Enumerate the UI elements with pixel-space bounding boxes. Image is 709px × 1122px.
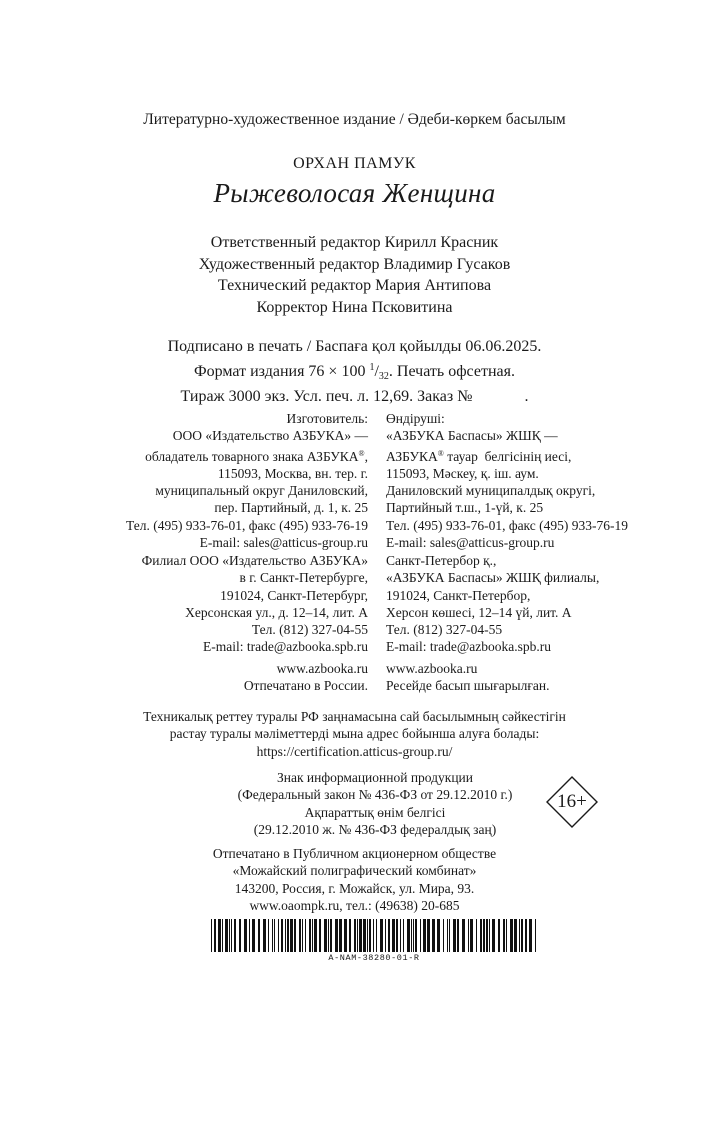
branch-kz-line: Херсон көшесі, 12–14 үй, лит. А [386, 604, 572, 620]
barcode-bar [535, 919, 536, 952]
manufacturer-ru-label: Изготовитель: [286, 411, 368, 426]
barcode-bar [492, 919, 495, 952]
manufacturer-kz-phone: Тел. (495) 933-76-01, факс (495) 933-76-19 [386, 517, 629, 533]
printed-in-ru: Отпечатано в России. [243, 678, 368, 694]
barcode-bar [244, 919, 247, 952]
barcode-bar [483, 919, 485, 952]
printer-line: Отпечатано в Публичном акционерном обществе [212, 846, 497, 861]
barcode-bar [349, 919, 351, 952]
barcode-bar [302, 919, 303, 952]
manufacturer-ru-line: 115093, Москва, вн. тер. г. [217, 465, 368, 481]
barcode-bar [413, 919, 414, 952]
manufacturer-kz-line [386, 445, 628, 465]
info-sign-line: Ақпараттық өнім белгісі [304, 804, 446, 820]
barcode-bar [299, 919, 301, 952]
info-product-sign [210, 769, 540, 838]
barcode-bar [222, 919, 223, 952]
barcode-code: A-NAM-38280-01-R [328, 953, 420, 963]
branch-kz-line: Санкт-Петербор қ., [386, 553, 497, 568]
barcode-bar [312, 919, 313, 952]
barcode-bar [519, 919, 520, 952]
manufacturer-kz [386, 410, 628, 551]
manufacturer-ru-line: пер. Партийный, д. 1, к. 25 [214, 500, 368, 516]
barcode-bar [249, 919, 250, 952]
branch-ru-line: Херсонская ул., д. 12–14, лит. А [185, 604, 368, 620]
barcode-bar [380, 919, 383, 952]
manufacturer-ru [126, 410, 368, 551]
barcode-bar [373, 919, 374, 952]
editorial-staff [0, 232, 709, 318]
barcode-bar [376, 919, 377, 952]
certification-line: Техникалық реттеу туралы РФ заңнамасына сай басылымның сәйкестігін [143, 709, 566, 724]
manufacturer-ru-text: , [364, 448, 368, 464]
registered-mark: ® [358, 448, 365, 458]
barcode-bar [369, 919, 371, 952]
barcode-bar [385, 919, 386, 952]
info-sign-line: (29.12.2010 ж. № 436-ФЗ федералдық заң) [253, 821, 497, 837]
barcode-bar [234, 919, 236, 952]
barcode-bar [396, 919, 398, 952]
barcode-bar [462, 919, 465, 952]
manufacturer-kz-line: Даниловский муниципалдық округі, [386, 483, 596, 499]
barcode-bar [506, 919, 507, 952]
barcode-bar [231, 919, 232, 952]
barcode-bar [411, 919, 412, 952]
printer-contacts: www.oaompk.ru, тел.: (49638) 20-685 [249, 897, 460, 913]
barcode-bar [211, 919, 212, 952]
manufacturer-kz-text: АЗБУКА [386, 448, 438, 464]
manufacturer-kz-line: 115093, Мәскеу, қ. іш. аум. [386, 465, 539, 481]
barcode-bar [415, 919, 417, 952]
author-name: ОРХАН ПАМУК [293, 155, 416, 172]
barcode-bar [309, 919, 311, 952]
barcode-bar [252, 919, 255, 952]
branch-kz-phone: Тел. (812) 327-04-55 [386, 622, 503, 638]
barcode-bar [263, 919, 266, 952]
signed-to-print: Подписано в печать / Баспаға қол қойылды 06.06.2025. [167, 338, 542, 355]
website-kz: www.azbooka.ru [386, 661, 478, 676]
printer-info [0, 845, 709, 914]
barcode-bar [239, 919, 241, 952]
barcode-bar [453, 919, 456, 952]
website-ru: www.azbooka.ru [276, 661, 368, 676]
barcode-bar [287, 919, 289, 952]
branch-ru-line: в г. Санкт-Петербурге, [239, 570, 368, 586]
branch-ru-line: Филиал ООО «Издательство АЗБУКА» [141, 553, 368, 568]
branch-kz-line: «АЗБУКА Баспасы» ЖШҚ филиалы, [386, 570, 600, 586]
barcode-bar [420, 919, 421, 952]
staff-art-editor: Художественный редактор Владимир Гусаков [198, 255, 511, 273]
barcode-bar [359, 919, 362, 952]
barcode-bar [503, 919, 505, 952]
barcode-bar [447, 919, 448, 952]
barcode-bar [363, 919, 366, 952]
barcode-bar [468, 919, 469, 952]
barcode-bar [281, 919, 283, 952]
branch-ru [142, 552, 368, 656]
barcode-bar [400, 919, 401, 952]
barcode-bar [529, 919, 532, 952]
manufacturer-kz-line: «АЗБУКА Баспасы» ЖШҚ — [386, 428, 558, 444]
manufacturer-ru-line: ООО «Издательство АЗБУКА» — [172, 428, 368, 444]
printed-in-kz: Ресейде басып шығарылған. [386, 678, 550, 694]
format-slash: / [374, 362, 379, 380]
barcode-bar [344, 919, 347, 952]
manufacturer-kz-line: Партийный т.ш., 1-үй, к. 25 [386, 500, 544, 516]
barcode-bar [258, 919, 260, 952]
barcode-bar [521, 919, 523, 952]
book-title: Рыжеволосая Женщина [213, 178, 496, 208]
staff-proofreader: Корректор Нина Псковитина [256, 298, 453, 316]
barcode-bar [423, 919, 426, 952]
barcode-bar [305, 919, 306, 952]
barcode-bar [218, 919, 221, 952]
manufacturer-kz-label: Өндіруші: [386, 411, 445, 426]
manufacturer-ru-line: муниципальный округ Даниловский, [155, 483, 368, 499]
printer-address: 143200, Россия, г. Можайск, ул. Мира, 93. [234, 880, 475, 896]
format-line [0, 358, 709, 388]
manufacturer-kz-email: E-mail: sales@atticus-group.ru [386, 535, 555, 551]
barcode-bar [498, 919, 500, 952]
branch-ru-line: 191024, Санкт-Петербург, [220, 587, 368, 603]
barcode-bar [510, 919, 513, 952]
barcode-bar [278, 919, 279, 952]
barcode-bar [388, 919, 390, 952]
barcode-bar [525, 919, 527, 952]
web-kz [386, 660, 549, 695]
barcode-bar [339, 919, 342, 952]
manufacturer-kz-text: тауар белгісінің иесі, [443, 448, 572, 464]
manufacturer-ru-line [126, 445, 368, 465]
certification-note [0, 708, 709, 760]
certification-url: https://certification.atticus-group.ru/ [256, 743, 453, 759]
barcode-bar [335, 919, 338, 952]
barcode-bar [403, 919, 404, 952]
barcode-bar [229, 919, 230, 952]
info-sign-line: (Федеральный закон № 436-ФЗ от 29.12.2010 г.) [237, 787, 513, 803]
barcode-bar [514, 919, 517, 952]
barcode-bar [314, 919, 317, 952]
format-suffix: . Печать офсетная. [388, 362, 515, 380]
barcode-bar [225, 919, 228, 952]
age-rating-badge [546, 776, 598, 828]
barcode-bar [392, 919, 395, 952]
manufacturer-ru-email: E-mail: sales@atticus-group.ru [199, 535, 368, 551]
barcode-bar [274, 919, 275, 952]
barcode-bar [285, 919, 286, 952]
web-ru [244, 660, 368, 695]
printer-line: «Можайский полиграфический комбинат» [232, 863, 477, 879]
format-prefix: Формат издания 76 × 100 [194, 362, 370, 380]
barcode-bar [294, 919, 296, 952]
registered-mark: ® [437, 448, 444, 458]
barcode [211, 919, 537, 952]
barcode-bar [328, 919, 329, 952]
barcode-bar [457, 919, 459, 952]
manufacturer-ru-phone: Тел. (495) 933-76-01, факс (495) 933-76-19 [125, 517, 368, 533]
barcode-bar [476, 919, 477, 952]
print-run: Тираж 3000 экз. Усл. печ. л. 12,69. Заказ № . [180, 388, 529, 405]
branch-ru-email: E-mail: trade@azbooka.spb.ru [203, 639, 368, 655]
barcode-bar [489, 919, 490, 952]
format-numerator: 1 [369, 361, 375, 373]
branch-kz-email: E-mail: trade@azbooka.spb.ru [386, 639, 551, 655]
barcode-bar [319, 919, 321, 952]
series-line: Литературно-художественное издание / Әдеби-көркем басылым [143, 111, 566, 128]
barcode-bar [427, 919, 430, 952]
barcode-bar [324, 919, 327, 952]
barcode-bar [470, 919, 473, 952]
barcode-bar [443, 919, 444, 952]
print-details [0, 337, 709, 408]
barcode-bar [330, 919, 332, 952]
info-sign-line: Знак информационной продукции [276, 770, 474, 785]
barcode-bar [486, 919, 488, 952]
certification-line: растау туралы мәліметтерді мына адрес бойынша алуға болады: [169, 726, 540, 742]
staff-technical-editor: Технический редактор Мария Антипова [217, 277, 492, 294]
age-rating-label: 16+ [557, 791, 587, 812]
barcode-bar [432, 919, 435, 952]
barcode-bar [449, 919, 450, 952]
barcode-bar [437, 919, 440, 952]
barcode-bar [268, 919, 269, 952]
manufacturer-ru-text: обладатель товарного знака АЗБУКА [145, 448, 359, 464]
barcode-bar [354, 919, 356, 952]
barcode-bar [367, 919, 368, 952]
barcode-bar [407, 919, 410, 952]
barcode-bar [214, 919, 216, 952]
barcode-bar [290, 919, 293, 952]
branch-ru-phone: Тел. (812) 327-04-55 [251, 622, 368, 638]
branch-kz-line: 191024, Санкт-Петербор, [386, 587, 531, 603]
staff-responsible-editor: Ответственный редактор Кирилл Красник [210, 234, 499, 251]
barcode-bar [480, 919, 482, 952]
format-denominator: 32 [378, 370, 389, 382]
barcode-bar [272, 919, 273, 952]
barcode-bar [357, 919, 358, 952]
branch-kz [386, 552, 599, 656]
